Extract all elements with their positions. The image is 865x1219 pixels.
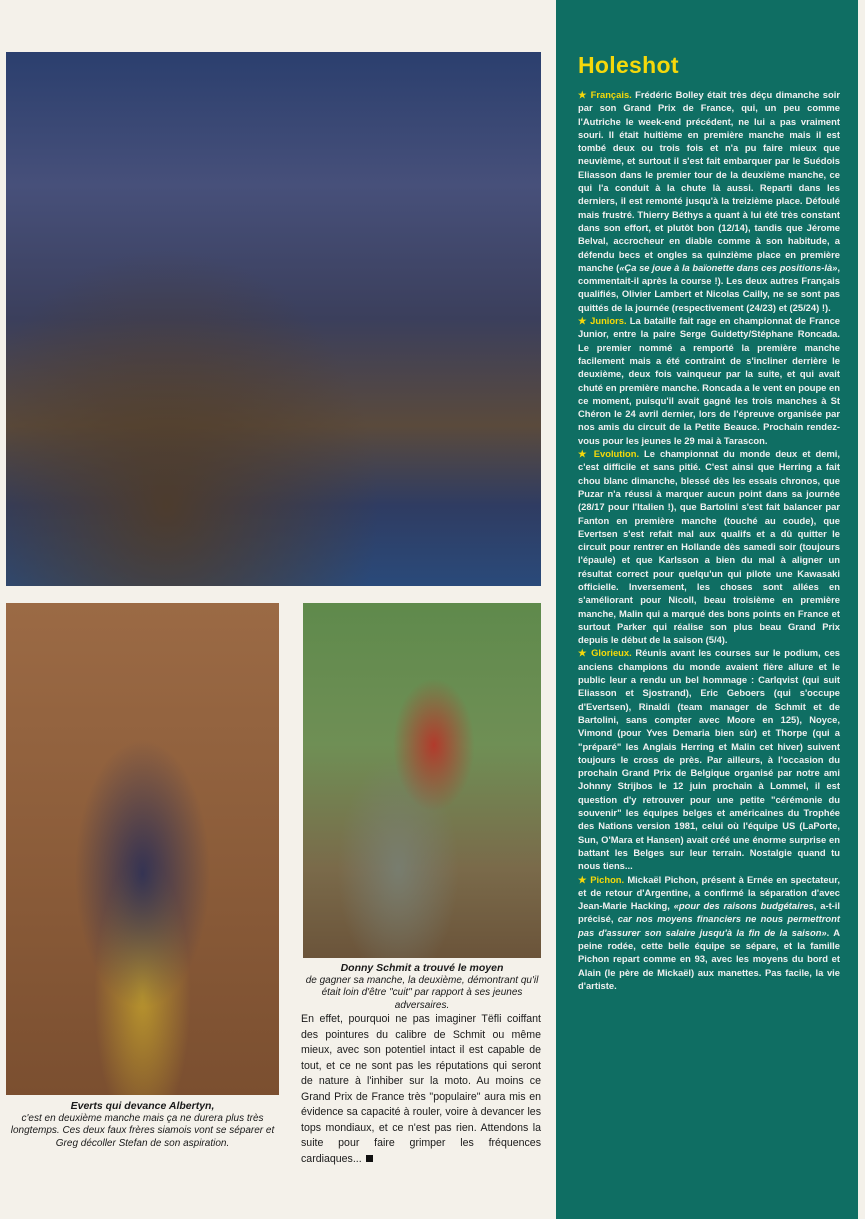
photo-crowd-rider-80 — [6, 52, 541, 586]
photo-everts-albertyn — [6, 603, 279, 1095]
keyword-glorieux: Glorieux. — [591, 647, 632, 659]
sidebar-text — [578, 88, 840, 992]
article-body-text: En effet, pourquoi ne pas imaginer Tëfli coiffant des pointures du calibre de Schmit ou même mieux, avec son potentiel intact il est capable de tout, et ce ne sont pas les réputations qui seront de nature à l'inhiber sur la moto. Au moins ce Grand Prix de France très "populaire" aura mis en évidence sa capacité à rouler, voire à devancer les tops mondiaux, et ce n'est pas rien. Attendons la suite pour faire grimper les fréquences cardiaques... — [301, 1013, 541, 1165]
star-icon: ★ — [578, 315, 587, 327]
para-text: Réunis avant les courses sur le podium, ces anciens champions du monde avaient fière allure et le public leur a rendu un bel hommage : Carlqvist (qui suit Eliasson et Sjostrand), Eric Geboers (qui s'occupe d'Evertsen), Rinaldi (team manager de Schmit et de Bartolini, sans compter avec Moore en 125), Noyce, Vimond (pour Yves Demaria bien sûr) et Thorpe (qui a "préparé" les Anglais Herring et Malin cet hiver) suivent toujours le cross de près. Par ailleurs, à l'occasion du prochain Grand Prix de Belgique organisé par notre ami Johnny Strijbos le 12 juin prochain à Lommel, il est question d'y retrouver pour une petite "cérémonie du souvenir" les équipes belges et américaines du Trophée des Nations version 1981, celui où l'équipe US (LaPorte, Sun, O'Mara et Hansen) avait créé une énorme surprise en battant les Belges sur leur terrain. Nostalgie quand tu nous tiens... — [578, 647, 841, 872]
para-text: , a-t-il précisé, — [578, 900, 841, 925]
para-text: . A peine rodée, cette belle équipe se sépare, et la famille Pichon repart comme en 93, avec les moyens du bord et Alain (le père de Mickaël) aux manettes. Pas facile, la vie d'artiste. — [578, 926, 840, 991]
sidebar-title: Holeshot — [578, 52, 679, 78]
caption-schmit-text: de gagner sa manche, la deuxième, démontrant qu'il était loin d'être "cuit" par rapport à ses jeunes adversaires. — [305, 974, 539, 1011]
sidebar-para-evolution — [578, 447, 840, 646]
keyword-evolution: Evolution. — [593, 448, 640, 460]
star-icon: ★ — [578, 873, 588, 885]
star-icon: ★ — [578, 448, 589, 460]
sidebar-para-francais — [578, 88, 840, 314]
star-icon: ★ — [578, 647, 588, 659]
para-text: Le championnat du monde deux et demi, c'est difficile et sans pitié. C'est ainsi que Herring a fait chou blanc dimanche, blessé dès les essais chronos, que Puzar n'a réussi à marquer aucun point dans sa journée (28/17 pour l'Italien !), que Bartolini s'est fait balancer par Fanton en première manche (touché au coude), que Evertsen s'est refait mal aux qualifs et a dû quitter le circuit pour rentrer en Hollande dès samedi soir (toujours l'épaule) et que Karlsson a bien du mal à aligner un résultat correct pour quelqu'un qui pilote une Kawasaki officielle. Inversement, les choses sont allées en s'améliorant pour Nicoll, beau troisième en première manche, Malin qui a marqué des bons points en France et surtout Parker qui réalise son plus beau Grand Prix depuis le début de la saison (5/4). — [578, 448, 840, 646]
end-mark-icon — [366, 1155, 373, 1162]
caption-everts — [6, 1100, 279, 1150]
quote-text: «pour des raisons budgétaires — [673, 900, 814, 912]
sidebar-para-juniors — [578, 314, 840, 447]
caption-everts-title: Everts qui devance Albertyn, — [70, 1100, 215, 1112]
quote-text: «Ça se joue à la baïonette dans ces positions-là» — [619, 261, 838, 273]
caption-everts-text: c'est en deuxième manche mais ça ne durera plus très longtemps. Ces deux faux frères siamois vont se séparer et Greg décoller Stefan de son aspiration. — [10, 1112, 275, 1149]
para-text: Mickaël Pichon, présent à Ernée en spectateur, et de retour d'Argentine, a confirmé la séparation d'avec Jean-Marie Hacking, — [578, 873, 841, 912]
caption-schmit — [303, 962, 541, 1012]
article-body — [301, 1012, 541, 1167]
sidebar-para-glorieux — [578, 646, 840, 872]
para-text: La bataille fait rage en championnat de France Junior, entre la paire Serge Guidetty/Stéphane Roncada. Le premier nommé a remporté la première manche facilement mais a été contraint de s'incliner derrière le deuxième, deux fois vainqueur par la suite, et qui avait chuté en première manche. Roncada a le vent en poupe en ce moment, puisqu'il avait gagné les trois manches à St Chéron le 24 avril dernier, lors de l'épreuve organisée par nos amis du circuit de la Petite Beauce. Prochain rendez-vous pour les jeunes le 29 mai à Tarascon. — [578, 315, 840, 446]
keyword-francais: Français. — [590, 89, 632, 100]
sidebar-para-pichon — [578, 873, 840, 993]
star-icon: ★ — [578, 89, 588, 100]
holeshot-sidebar — [556, 0, 858, 1219]
quote-text: car nos moyens financiers ne nous permettront pas d'assurer son salaire jusqu'à la fin de la saison» — [578, 913, 840, 938]
photo-donny-schmit — [303, 603, 541, 958]
keyword-pichon: Pichon. — [590, 873, 625, 885]
para-text: Frédéric Bolley était très déçu dimanche soir par son Grand Prix de France, qui, un peu comme l'Autriche le week-end précédent, ne lui a pas vraiment souri. Il était huitième en première manche mais il est tombé deux ou trois fois et n'a pu faire mieux que neuvième, et surtout il s'est fait embarquer par le Suédois Eliasson dans le premier tour de la deuxième manche, ce qui l'a conduit à la chute là aussi. Reparti dans les derniers, il est remonté jusqu'à la treizième place. Défoulé mais frustré. Thierry Béthys a quant à lui été très constant dans son effort, et plutôt bon (12/14), tandis que Jérome Belval, accrocheur en diable comme à son habitude, a défendu becs et ongles sa quinzième place en première manche ( — [578, 89, 840, 273]
caption-schmit-title: Donny Schmit a trouvé le moyen — [340, 962, 504, 974]
keyword-juniors: Juniors. — [590, 315, 627, 327]
para-text: , commentait-il après la course !). Les deux autres Français qualifiés, Olivier Lambert et Nicolas Cailly, ne se sont pas quittés de la journée (respectivement (24/23) et (25/24) !). — [578, 261, 840, 313]
